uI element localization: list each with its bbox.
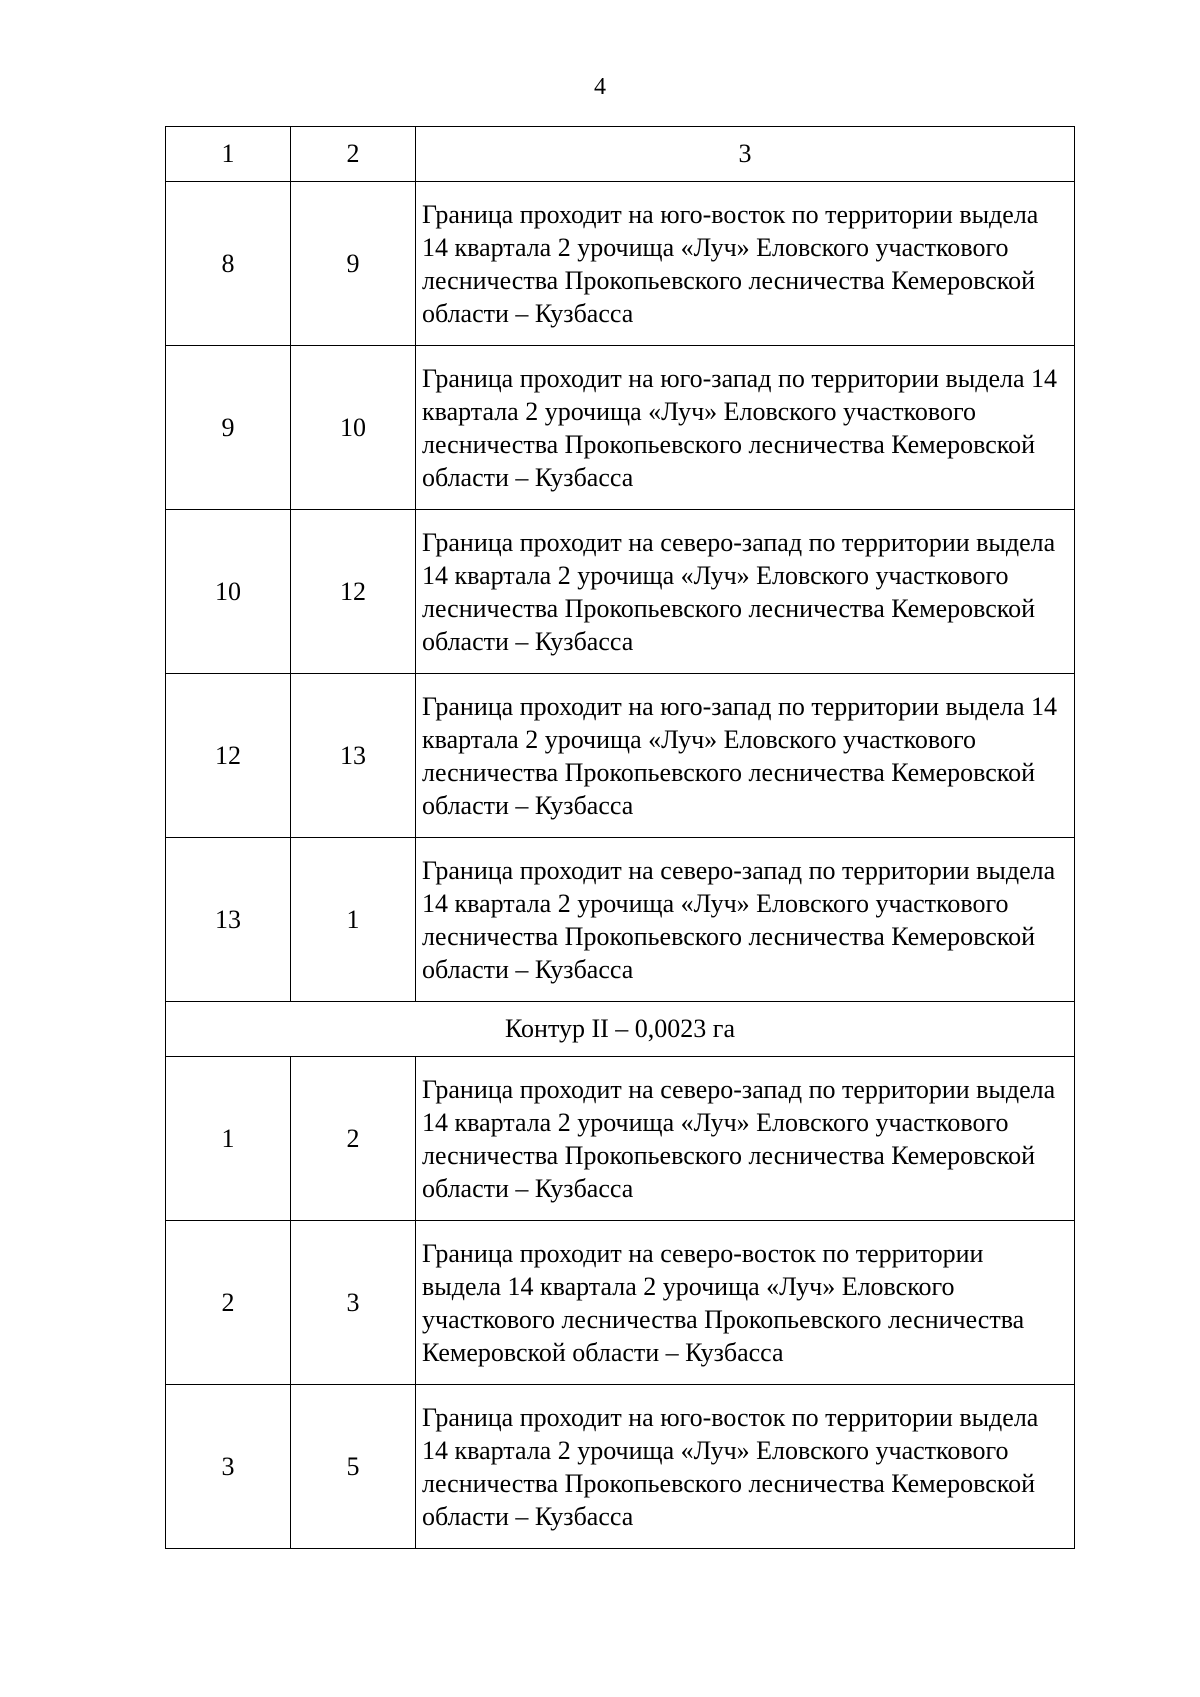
from-point-cell: 8 [166, 182, 291, 346]
to-point-cell: 12 [291, 510, 416, 674]
description-cell: Граница проходит на северо-восток по территории выдела 14 квартала 2 урочища «Луч» Еловского участкового лесничества Прокопьевского лесничества Кемеровской области – Кузбасса [416, 1221, 1075, 1385]
description-cell: Граница проходит на юго-запад по территории выдела 14 квартала 2 урочища «Луч» Еловского участкового лесничества Прокопьевского лесничества Кемеровской области – Кузбасса [416, 674, 1075, 838]
table-header-row [166, 127, 1075, 182]
table-row [166, 838, 1075, 1002]
description-cell: Граница проходит на юго-восток по территории выдела 14 квартала 2 урочища «Луч» Еловского участкового лесничества Прокопьевского лесничества Кемеровской области – Кузбасса [416, 1385, 1075, 1549]
table-row [166, 1221, 1075, 1385]
from-point-cell: 3 [166, 1385, 291, 1549]
from-point-cell: 9 [166, 346, 291, 510]
from-point-cell: 12 [166, 674, 291, 838]
table-row [166, 674, 1075, 838]
boundary-table [165, 126, 1075, 1549]
to-point-cell: 3 [291, 1221, 416, 1385]
table-row [166, 510, 1075, 674]
to-point-cell: 2 [291, 1057, 416, 1221]
description-cell: Граница проходит на северо-запад по территории выдела 14 квартала 2 урочища «Луч» Еловского участкового лесничества Прокопьевского лесничества Кемеровской области – Кузбасса [416, 510, 1075, 674]
to-point-cell: 13 [291, 674, 416, 838]
table-row [166, 1385, 1075, 1549]
to-point-cell: 9 [291, 182, 416, 346]
description-cell: Граница проходит на северо-запад по территории выдела 14 квартала 2 урочища «Луч» Еловского участкового лесничества Прокопьевского лесничества Кемеровской области – Кузбасса [416, 838, 1075, 1002]
contour-heading-row [166, 1002, 1075, 1057]
header-cell-2: 2 [291, 127, 416, 182]
from-point-cell: 13 [166, 838, 291, 1002]
to-point-cell: 1 [291, 838, 416, 1002]
from-point-cell: 1 [166, 1057, 291, 1221]
description-cell: Граница проходит на северо-запад по территории выдела 14 квартала 2 урочища «Луч» Еловского участкового лесничества Прокопьевского лесничества Кемеровской области – Кузбасса [416, 1057, 1075, 1221]
page-number: 4 [594, 74, 606, 100]
description-cell: Граница проходит на юго-запад по территории выдела 14 квартала 2 урочища «Луч» Еловского участкового лесничества Прокопьевского лесничества Кемеровской области – Кузбасса [416, 346, 1075, 510]
from-point-cell: 2 [166, 1221, 291, 1385]
table-row [166, 346, 1075, 510]
description-cell: Граница проходит на юго-восток по территории выдела 14 квартала 2 урочища «Луч» Еловского участкового лесничества Прокопьевского лесничества Кемеровской области – Кузбасса [416, 182, 1075, 346]
from-point-cell: 10 [166, 510, 291, 674]
table-row [166, 1057, 1075, 1221]
contour-heading: Контур II – 0,0023 га [166, 1002, 1075, 1057]
header-cell-1: 1 [166, 127, 291, 182]
to-point-cell: 5 [291, 1385, 416, 1549]
to-point-cell: 10 [291, 346, 416, 510]
header-cell-3: 3 [416, 127, 1075, 182]
table-row [166, 182, 1075, 346]
